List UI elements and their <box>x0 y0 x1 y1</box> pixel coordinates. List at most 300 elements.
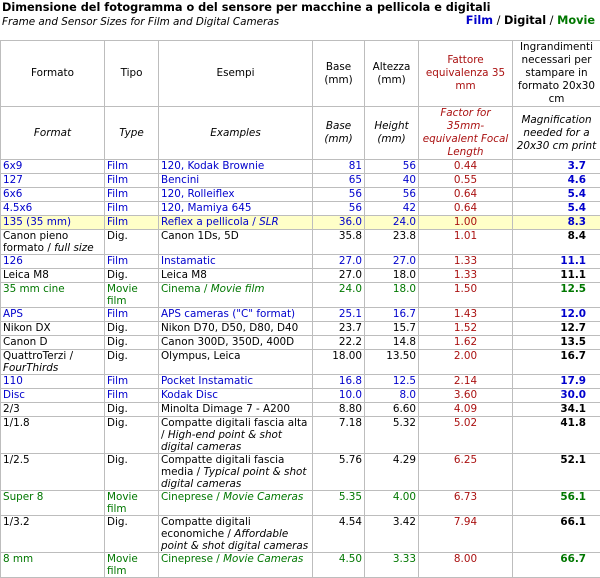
cell-height <box>365 454 419 491</box>
cell-type <box>105 454 159 491</box>
examples-text-en: Movie Cameras <box>223 553 303 565</box>
format-text: Canon D <box>3 336 47 348</box>
format-text: 126 <box>3 255 23 267</box>
examples-text: Cinema / <box>161 283 211 295</box>
cell-factor <box>419 216 513 230</box>
cell-height <box>365 283 419 308</box>
cell-type <box>105 403 159 417</box>
cell-base <box>313 322 365 336</box>
type-text: Dig. <box>107 230 128 242</box>
cell-format <box>1 269 105 283</box>
cell-height <box>365 403 419 417</box>
height-value: 4.00 <box>393 491 416 503</box>
cell-examples <box>159 350 313 375</box>
cell-height <box>365 350 419 375</box>
table-row <box>1 269 600 283</box>
table-row <box>1 389 600 403</box>
height-value: 5.32 <box>393 417 416 429</box>
factor-value: 5.02 <box>454 417 477 429</box>
page-header <box>0 0 600 40</box>
cell-height <box>365 188 419 202</box>
format-text: 110 <box>3 375 23 387</box>
col-header-type: Type <box>105 107 159 160</box>
legend-digital: Digital <box>504 14 546 27</box>
height-value: 23.8 <box>393 230 416 242</box>
factor-value: 1.33 <box>454 269 477 281</box>
type-text: Dig. <box>107 417 128 429</box>
examples-text: Canon 300D, 350D, 400D <box>161 336 294 348</box>
cell-format <box>1 375 105 389</box>
cell-type <box>105 417 159 454</box>
col-header-tipo: Tipo <box>105 41 159 107</box>
table-row <box>1 336 600 350</box>
examples-text-en: SLR <box>259 216 279 228</box>
col-header-base: Base (mm) <box>313 41 365 107</box>
col-header-esempi: Esempi <box>159 41 313 107</box>
cell-type <box>105 553 159 578</box>
cell-height <box>365 308 419 322</box>
cell-type <box>105 230 159 255</box>
base-value: 56 <box>349 202 362 214</box>
cell-height <box>365 322 419 336</box>
cell-height <box>365 491 419 516</box>
cell-magnification <box>513 403 600 417</box>
factor-value: 1.50 <box>454 283 477 295</box>
examples-text: Kodak Disc <box>161 389 218 401</box>
height-value: 6.60 <box>393 403 416 415</box>
base-value: 4.54 <box>339 516 362 528</box>
table-row <box>1 283 600 308</box>
cell-format <box>1 417 105 454</box>
cell-examples <box>159 174 313 188</box>
base-value: 18.00 <box>332 350 362 362</box>
cell-base <box>313 336 365 350</box>
type-text: Film <box>107 308 128 320</box>
type-text: Film <box>107 160 128 172</box>
magnification-value: 3.7 <box>568 160 586 172</box>
format-text: QuattroTerzi / <box>3 350 73 362</box>
type-text: Film <box>107 188 128 200</box>
height-value: 40 <box>403 174 416 186</box>
height-value: 18.0 <box>393 269 416 281</box>
magnification-value: 12.5 <box>560 283 586 295</box>
cell-magnification <box>513 417 600 454</box>
cell-type <box>105 491 159 516</box>
base-value: 25.1 <box>339 308 362 320</box>
format-text: 6x6 <box>3 188 22 200</box>
magnification-value: 66.7 <box>560 553 586 565</box>
examples-text: Pocket Instamatic <box>161 375 253 387</box>
examples-text-en: Movie Cameras <box>223 491 303 503</box>
cell-format <box>1 350 105 375</box>
format-text-en: FourThirds <box>3 362 58 374</box>
format-text-en: full size <box>54 242 93 254</box>
cell-format <box>1 553 105 578</box>
cell-factor <box>419 375 513 389</box>
cell-base <box>313 417 365 454</box>
examples-text-en: High-end point & shot digital cameras <box>161 429 282 453</box>
type-text: Film <box>107 174 128 186</box>
table-row <box>1 174 600 188</box>
type-text: Movie film <box>107 553 138 577</box>
legend-separator: / <box>493 14 504 27</box>
cell-examples <box>159 454 313 491</box>
table-row <box>1 454 600 491</box>
magnification-value: 52.1 <box>560 454 586 466</box>
height-value: 24.0 <box>393 216 416 228</box>
factor-value: 1.01 <box>454 230 477 242</box>
base-value: 81 <box>349 160 362 172</box>
type-text: Dig. <box>107 350 128 362</box>
cell-examples <box>159 230 313 255</box>
legend-movie: Movie <box>557 14 595 27</box>
cell-factor <box>419 230 513 255</box>
magnification-value: 5.4 <box>568 202 586 214</box>
height-value: 14.8 <box>393 336 416 348</box>
cell-type <box>105 336 159 350</box>
base-value: 65 <box>349 174 362 186</box>
base-value: 5.76 <box>339 454 362 466</box>
col-header-base-en: Base (mm) <box>313 107 365 160</box>
col-header-formato: Formato <box>1 41 105 107</box>
cell-format <box>1 308 105 322</box>
cell-type <box>105 188 159 202</box>
cell-type <box>105 160 159 174</box>
base-value: 27.0 <box>339 255 362 267</box>
base-value: 8.80 <box>339 403 362 415</box>
examples-text: Reflex a pellicola / <box>161 216 259 228</box>
cell-format <box>1 216 105 230</box>
cell-factor <box>419 336 513 350</box>
cell-base <box>313 491 365 516</box>
format-text: 1/2.5 <box>3 454 30 466</box>
cell-format <box>1 202 105 216</box>
cell-format <box>1 283 105 308</box>
col-header-fattore: Fattore equivalenza 35 mm <box>419 41 513 107</box>
cell-magnification <box>513 308 600 322</box>
cell-height <box>365 255 419 269</box>
magnification-value: 34.1 <box>560 403 586 415</box>
format-text: APS <box>3 308 23 320</box>
table-row <box>1 216 600 230</box>
format-text: 2/3 <box>3 403 20 415</box>
cell-format <box>1 160 105 174</box>
cell-factor <box>419 389 513 403</box>
table-row <box>1 375 600 389</box>
cell-format <box>1 322 105 336</box>
factor-value: 7.94 <box>454 516 477 528</box>
factor-value: 2.14 <box>454 375 477 387</box>
cell-examples <box>159 255 313 269</box>
height-value: 18.0 <box>393 283 416 295</box>
cell-base <box>313 553 365 578</box>
cell-factor <box>419 174 513 188</box>
cell-type <box>105 389 159 403</box>
cell-magnification <box>513 216 600 230</box>
cell-height <box>365 160 419 174</box>
factor-value: 3.60 <box>454 389 477 401</box>
cell-height <box>365 202 419 216</box>
base-value: 56 <box>349 188 362 200</box>
cell-examples <box>159 389 313 403</box>
base-value: 27.0 <box>339 269 362 281</box>
magnification-value: 30.0 <box>560 389 586 401</box>
format-text: 8 mm <box>3 553 33 565</box>
table-row <box>1 255 600 269</box>
cell-factor <box>419 255 513 269</box>
cell-examples <box>159 308 313 322</box>
cell-height <box>365 389 419 403</box>
factor-value: 6.73 <box>454 491 477 503</box>
factor-value: 0.55 <box>454 174 477 186</box>
cell-height <box>365 417 419 454</box>
cell-type <box>105 174 159 188</box>
cell-magnification <box>513 491 600 516</box>
type-text: Dig. <box>107 322 128 334</box>
height-value: 12.5 <box>393 375 416 387</box>
col-header-magnification: Magnification needed for a 20x30 cm print <box>513 107 600 160</box>
cell-factor <box>419 417 513 454</box>
col-header-format: Format <box>1 107 105 160</box>
legend-film: Film <box>466 14 493 27</box>
factor-value: 1.62 <box>454 336 477 348</box>
col-header-factor: Factor for 35mm-equivalent Focal Length <box>419 107 513 160</box>
format-text: Disc <box>3 389 25 401</box>
type-text: Dig. <box>107 516 128 528</box>
cell-magnification <box>513 322 600 336</box>
cell-magnification <box>513 389 600 403</box>
cell-magnification <box>513 553 600 578</box>
height-value: 3.42 <box>393 516 416 528</box>
format-text: 35 mm cine <box>3 283 65 295</box>
cell-base <box>313 174 365 188</box>
cell-magnification <box>513 350 600 375</box>
examples-text-en: Movie film <box>211 283 265 295</box>
cell-format <box>1 389 105 403</box>
examples-text: Compatte digitali economiche / <box>161 516 251 540</box>
cell-base <box>313 389 365 403</box>
page-title: Dimensione del fotogramma o del sensore per macchine a pellicola e digitali <box>2 1 491 14</box>
cell-base <box>313 375 365 389</box>
cell-examples <box>159 336 313 350</box>
factor-value: 1.43 <box>454 308 477 320</box>
cell-magnification <box>513 269 600 283</box>
magnification-value: 8.3 <box>568 216 586 228</box>
cell-type <box>105 322 159 336</box>
factor-value: 1.52 <box>454 322 477 334</box>
magnification-value: 11.1 <box>560 255 586 267</box>
cell-height <box>365 174 419 188</box>
cell-factor <box>419 160 513 174</box>
examples-text: Cineprese / <box>161 491 223 503</box>
type-text: Movie film <box>107 491 138 515</box>
format-text: 4.5x6 <box>3 202 32 214</box>
cell-factor <box>419 553 513 578</box>
cell-type <box>105 269 159 283</box>
cell-examples <box>159 491 313 516</box>
examples-text: 120, Kodak Brownie <box>161 160 264 172</box>
col-header-altezza: Altezza (mm) <box>365 41 419 107</box>
examples-text: Olympus, Leica <box>161 350 241 362</box>
cell-magnification <box>513 255 600 269</box>
cell-format <box>1 174 105 188</box>
magnification-value: 4.6 <box>568 174 586 186</box>
cell-type <box>105 350 159 375</box>
cell-height <box>365 375 419 389</box>
cell-base <box>313 269 365 283</box>
cell-factor <box>419 491 513 516</box>
height-value: 42 <box>403 202 416 214</box>
cell-magnification <box>513 283 600 308</box>
examples-text: Instamatic <box>161 255 216 267</box>
cell-magnification <box>513 202 600 216</box>
type-text: Film <box>107 255 128 267</box>
cell-type <box>105 202 159 216</box>
base-value: 36.0 <box>339 216 362 228</box>
col-header-ingrandimenti: Ingrandimenti necessari per stampare in formato 20x30 cm <box>513 41 600 107</box>
base-value: 4.50 <box>339 553 362 565</box>
factor-value: 2.00 <box>454 350 477 362</box>
cell-height <box>365 553 419 578</box>
table-row <box>1 403 600 417</box>
cell-base <box>313 308 365 322</box>
sensor-size-table <box>0 40 600 578</box>
factor-value: 1.00 <box>454 216 477 228</box>
type-text: Dig. <box>107 454 128 466</box>
cell-magnification <box>513 160 600 174</box>
cell-type <box>105 308 159 322</box>
magnification-value: 12.7 <box>560 322 586 334</box>
cell-factor <box>419 188 513 202</box>
cell-format <box>1 403 105 417</box>
cell-type <box>105 283 159 308</box>
examples-text: Canon 1Ds, 5D <box>161 230 239 242</box>
height-value: 56 <box>403 188 416 200</box>
cell-factor <box>419 403 513 417</box>
cell-base <box>313 188 365 202</box>
examples-text: Leica M8 <box>161 269 207 281</box>
factor-value: 6.25 <box>454 454 477 466</box>
table-row <box>1 202 600 216</box>
cell-magnification <box>513 230 600 255</box>
table-row <box>1 350 600 375</box>
examples-text: Minolta Dimage 7 - A200 <box>161 403 290 415</box>
cell-height <box>365 269 419 283</box>
cell-examples <box>159 322 313 336</box>
height-value: 13.50 <box>386 350 416 362</box>
cell-examples <box>159 553 313 578</box>
format-text: 1/1.8 <box>3 417 30 429</box>
magnification-value: 13.5 <box>560 336 586 348</box>
magnification-value: 5.4 <box>568 188 586 200</box>
cell-examples <box>159 283 313 308</box>
col-header-height: Height (mm) <box>365 107 419 160</box>
examples-text: Cineprese / <box>161 553 223 565</box>
factor-value: 0.64 <box>454 188 477 200</box>
cell-base <box>313 216 365 230</box>
height-value: 27.0 <box>393 255 416 267</box>
table-row <box>1 188 600 202</box>
height-value: 15.7 <box>393 322 416 334</box>
examples-text: Nikon D70, D50, D80, D40 <box>161 322 298 334</box>
magnification-value: 41.8 <box>560 417 586 429</box>
cell-type <box>105 255 159 269</box>
base-value: 10.0 <box>339 389 362 401</box>
factor-value: 0.44 <box>454 160 477 172</box>
factor-value: 0.64 <box>454 202 477 214</box>
base-value: 23.7 <box>339 322 362 334</box>
cell-factor <box>419 283 513 308</box>
legend-separator: / <box>546 14 557 27</box>
magnification-value: 17.9 <box>560 375 586 387</box>
height-value: 4.29 <box>393 454 416 466</box>
cell-base <box>313 454 365 491</box>
table-row <box>1 322 600 336</box>
header-row-italian <box>1 41 600 107</box>
cell-factor <box>419 269 513 283</box>
type-text: Film <box>107 202 128 214</box>
table-row <box>1 160 600 174</box>
base-value: 35.8 <box>339 230 362 242</box>
examples-text-en: Affordable point & shot digital cameras <box>161 528 308 552</box>
factor-value: 8.00 <box>454 553 477 565</box>
format-text: 6x9 <box>3 160 22 172</box>
cell-height <box>365 216 419 230</box>
cell-examples <box>159 216 313 230</box>
cell-examples <box>159 188 313 202</box>
base-value: 5.35 <box>339 491 362 503</box>
cell-examples <box>159 403 313 417</box>
examples-text-en: Typical point & shot digital cameras <box>161 466 306 490</box>
cell-height <box>365 336 419 350</box>
examples-text: 120, Mamiya 645 <box>161 202 251 214</box>
magnification-value: 56.1 <box>560 491 586 503</box>
magnification-value: 12.0 <box>560 308 586 320</box>
type-text: Film <box>107 389 128 401</box>
type-text: Film <box>107 216 128 228</box>
page-subtitle: Frame and Sensor Sizes for Film and Digital Cameras <box>2 16 279 28</box>
cell-factor <box>419 202 513 216</box>
cell-magnification <box>513 375 600 389</box>
type-text: Dig. <box>107 403 128 415</box>
format-text: Leica M8 <box>3 269 49 281</box>
factor-value: 4.09 <box>454 403 477 415</box>
examples-text: APS cameras ("C" format) <box>161 308 295 320</box>
format-text: 127 <box>3 174 23 186</box>
cell-base <box>313 255 365 269</box>
cell-format <box>1 230 105 255</box>
cell-base <box>313 403 365 417</box>
cell-base <box>313 283 365 308</box>
cell-height <box>365 230 419 255</box>
height-value: 8.0 <box>399 389 416 401</box>
cell-factor <box>419 454 513 491</box>
cell-examples <box>159 375 313 389</box>
table-row <box>1 553 600 578</box>
magnification-value: 16.7 <box>560 350 586 362</box>
format-text: 1/3.2 <box>3 516 30 528</box>
format-text: 135 (35 mm) <box>3 216 71 228</box>
cell-type <box>105 216 159 230</box>
cell-examples <box>159 417 313 454</box>
cell-factor <box>419 322 513 336</box>
format-text: Canon pieno formato / <box>3 230 68 254</box>
cell-base <box>313 350 365 375</box>
table-row <box>1 308 600 322</box>
cell-base <box>313 160 365 174</box>
type-text: Dig. <box>107 269 128 281</box>
type-text: Film <box>107 375 128 387</box>
